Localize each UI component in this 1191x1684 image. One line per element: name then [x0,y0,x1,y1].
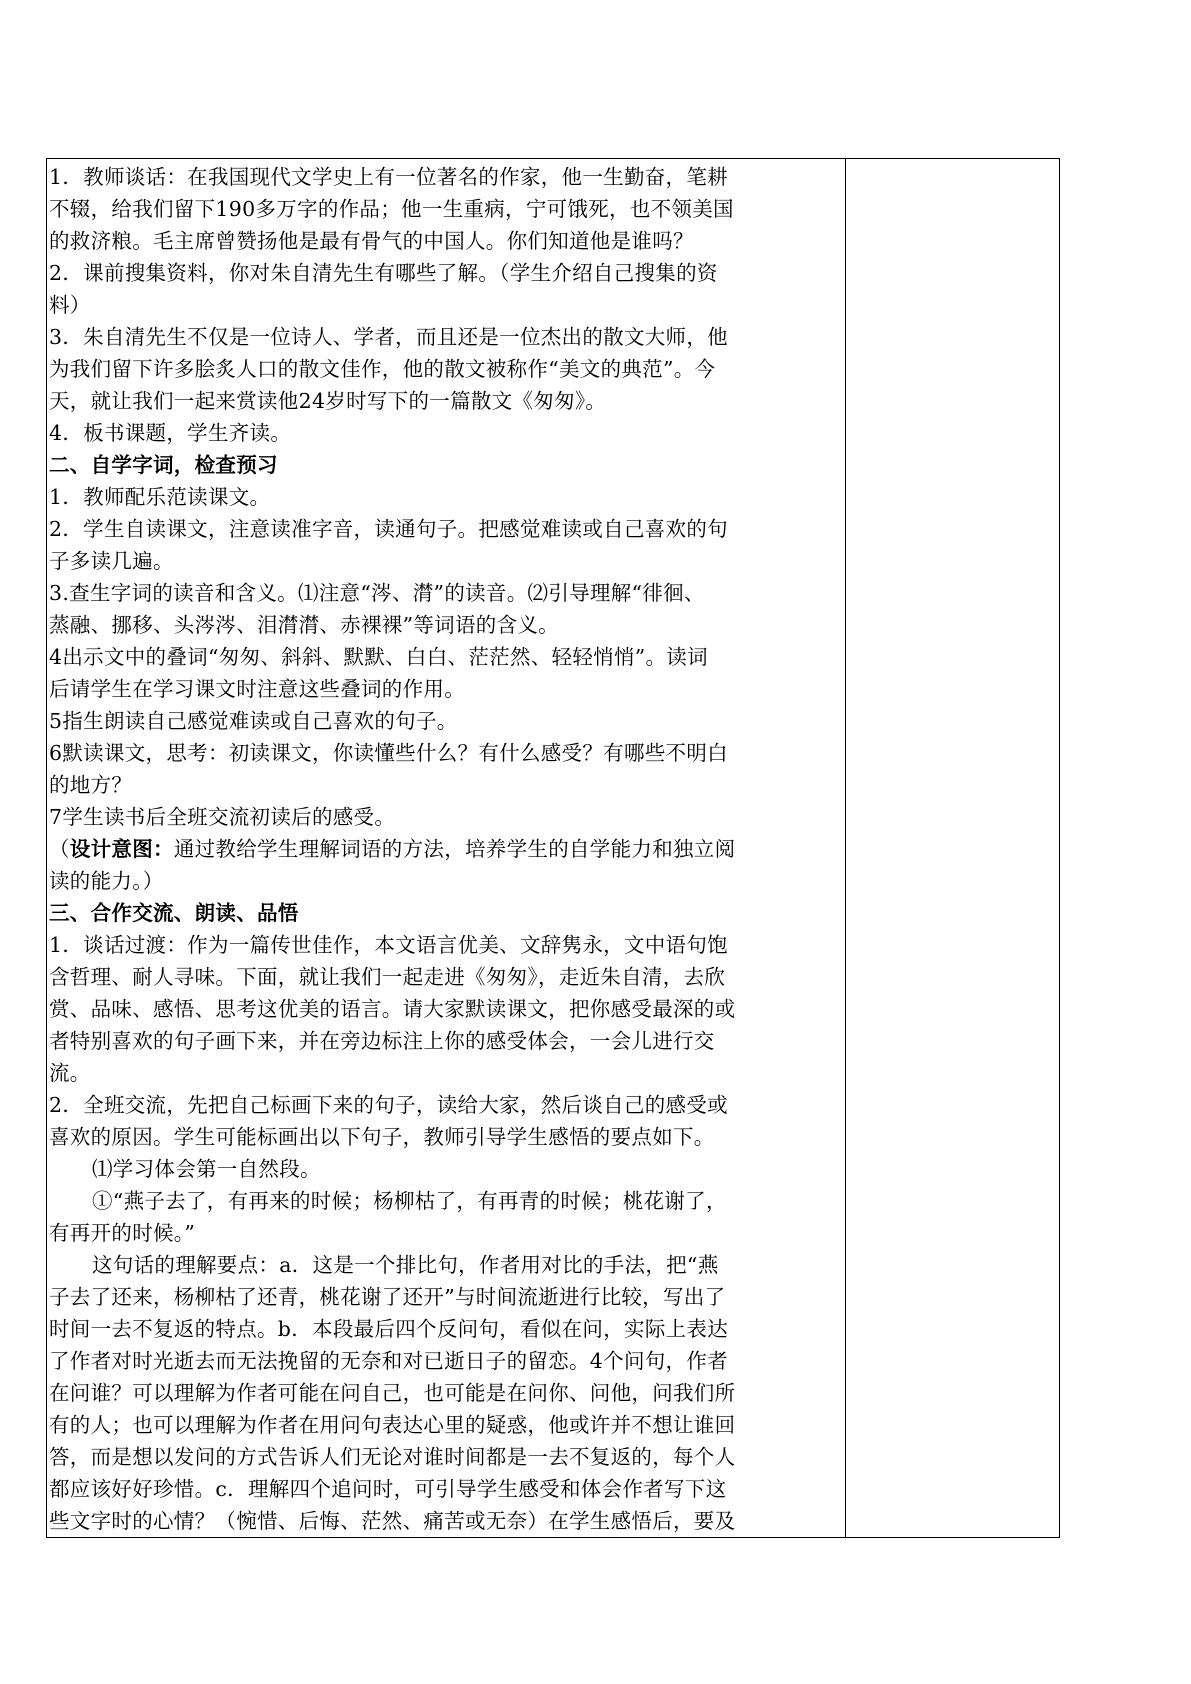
text-line: 2．课前搜集资料，你对朱自清先生有哪些了解。（学生介绍自己搜集的资 [49,261,718,285]
quote-line: 有再开的时候。” [49,1221,196,1245]
text-line: 2．学生自读课文，注意读准字音，读通句子。把感觉难读或自己喜欢的句 [49,517,728,541]
text-line: 后请学生在学习课文时注意这些叠词的作用。 [49,677,465,701]
main-content-cell [47,159,846,1538]
quote-line: ①“燕子去了，有再来的时候；杨柳枯了，有再青的时候；桃花谢了， [92,1189,727,1213]
text-line: 料） [49,293,91,317]
analysis-line: 这句话的理解要点：a．这是一个排比句，作者用对比的手法，把“燕 [92,1253,719,1277]
text-line: 读的能力。） [49,869,164,893]
text-line: 5指生朗读自己感觉难读或自己喜欢的句子。 [49,709,458,733]
text-line: 蒸融、挪移、头涔涔、泪潸潸、赤裸裸”等词语的含义。 [49,613,559,637]
text-line: 1．教师谈话：在我国现代文学史上有一位著名的作家，他一生勤奋，笔耕 [49,165,728,189]
text-line: 的地方？ [49,773,133,797]
analysis-line: 时间一去不复返的特点。b．本段最后四个反问句，看似在问，实际上表达 [49,1317,729,1341]
analysis-line: 有的人；也可以理解为作者在用问句表达心里的疑惑，他或许并不想让谁回 [49,1413,736,1437]
text-line: 子多读几遍。 [49,549,174,573]
design-open-paren: （ [49,837,70,861]
text-line: 3．朱自清先生不仅是一位诗人、学者，而且还是一位杰出的散文大师，他 [49,325,728,349]
analysis-line: 答，而是想以发问的方式告诉人们无论对谁时间都是一去不复返的，每个人 [49,1445,736,1469]
analysis-line: 子去了还来，杨柳枯了还青，桃花谢了还开”与时间流逝进行比较，写出了 [49,1285,726,1309]
section-heading: 三、合作交流、朗读、品悟 [49,901,299,925]
analysis-line: 了作者对时光逝去而无法挽留的无奈和对已逝日子的留恋。4个问句，作者 [49,1349,728,1373]
text-line: 7学生读书后全班交流初读后的感受。 [49,805,396,829]
text-line: 喜欢的原因。学生可能标画出以下句子，教师引导学生感悟的要点如下。 [49,1125,715,1149]
text-line: 2．全班交流，先把自己标画下来的句子，读给大家，然后谈自己的感受或 [49,1093,728,1117]
text-line: 流。 [49,1061,91,1085]
design-intent [49,833,843,865]
design-intent-text: 通过教给学生理解词语的方法，培养学生的自学能力和独立阅 [173,837,736,861]
lesson-plan-table [46,158,1060,1538]
analysis-line: 些文字时的心情？（惋惜、后悔、茫然、痛苦或无奈）在学生感悟后，要及 [49,1509,736,1533]
text-line: 4．板书课题，学生齐读。 [49,421,292,445]
analysis-line: 在问谁？可以理解为作者可能在问自己，也可能是在问你、问他，问我们所 [49,1381,736,1405]
text-line: 为我们留下许多脍炙人口的散文佳作，他的散文被称作“美文的典范”。今 [49,357,716,381]
text-line: 3.查生字词的读音和含义。⑴注意“涔、潸”的读音。⑵引导理解“徘徊、 [49,581,705,605]
text-line: 不辍，给我们留下190多万字的作品；他一生重病，宁可饿死，也不领美国 [49,197,734,221]
side-notes-cell [846,159,1060,1538]
text-line: 者特别喜欢的句子画下来，并在旁边标注上你的感受体会，一会儿进行交 [49,1029,715,1053]
subsection-title: ⑴学习体会第一自然段。 [92,1157,321,1181]
text-line: 1．谈话过渡：作为一篇传世佳作，本文语言优美、文辞隽永，文中语句饱 [49,933,728,957]
text-line: 天，就让我们一起来赏读他24岁时写下的一篇散文《匆匆》。 [49,389,607,413]
section-heading: 二、自学字词，检查预习 [49,453,278,477]
text-line: 赏、品味、感悟、思考这优美的语言。请大家默读课文，把你感受最深的或 [49,997,736,1021]
text-line: 6默读课文，思考：初读课文，你读懂些什么？有什么感受？有哪些不明白 [49,741,728,765]
design-intent-label: 设计意图： [69,837,174,861]
text-line: 1．教师配乐范读课文。 [49,485,271,509]
text-line: 含哲理、耐人寻味。下面，就让我们一起走进《匆匆》，走近朱自清，去欣 [49,965,726,989]
lesson-content [47,159,845,1537]
text-line: 的救济粮。毛主席曾赞扬他是最有骨气的中国人。你们知道他是谁吗？ [49,229,694,253]
analysis-line: 都应该好好珍惜。c．理解四个追问时，可引导学生感受和体会作者写下这 [49,1477,727,1501]
text-line: 4出示文中的叠词“匆匆、斜斜、默默、白白、茫茫然、轻轻悄悄”。读词 [49,645,708,669]
